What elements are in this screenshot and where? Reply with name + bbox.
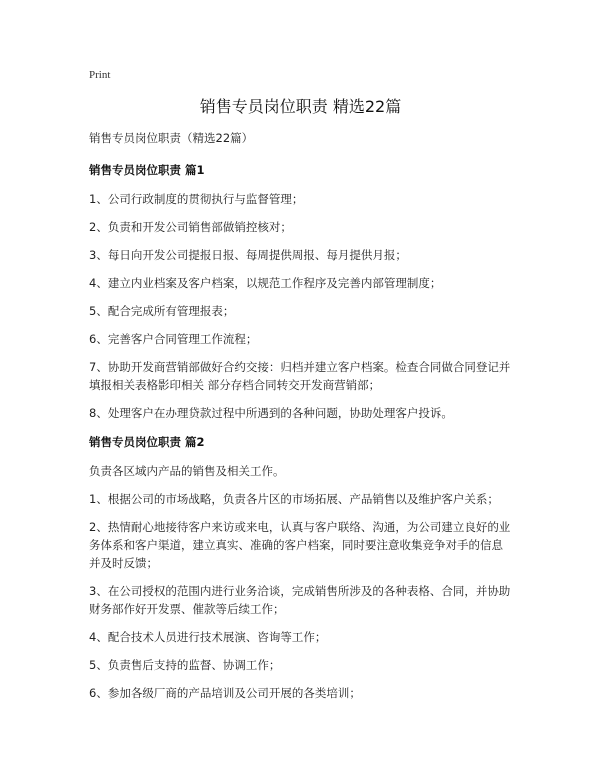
paragraph: 1、根据公司的市场战略，负责各片区的市场拓展、产品销售以及维护客户关系； — [89, 492, 499, 506]
paragraph: 2、负责和开发公司销售部做销控核对； — [89, 220, 292, 234]
paragraph: 7、协助开发商营销部做好合约交接：归档并建立客户档案。检查合同做合同登记并填报相关表格影印相关 部分存档合同转交开发商营销部； — [89, 360, 511, 392]
paragraph: 3、在公司授权的范围内进行业务洽谈，完成销售所涉及的各种表格、合同，并协助财务部作好开发票、催款等后续工作； — [89, 584, 511, 616]
paragraph: 6、参加各级厂商的产品培训及公司开展的各类培训； — [89, 686, 361, 700]
section-heading: 销售专员岗位职责 篇2 — [89, 435, 205, 449]
print-label: Print — [89, 69, 111, 81]
paragraph: 负责各区域内产品的销售及相关工作。 — [89, 464, 285, 478]
paragraph: 5、负责售后支持的监督、协调工作； — [89, 658, 281, 672]
paragraph: 8、处理客户在办理贷款过程中所遇到的各种问题，协助处理客户投诉。 — [89, 406, 453, 420]
document-subtitle: 销售专员岗位职责（精选22篇） — [89, 131, 254, 145]
section-2 — [89, 434, 512, 702]
paragraph: 5、配合完成所有管理报表； — [89, 304, 235, 318]
paragraph: 1、公司行政制度的贯彻执行与监督管理； — [89, 192, 304, 206]
section-1 — [89, 162, 512, 422]
page-title: 销售专员岗位职责 精选22篇 — [199, 97, 402, 116]
paragraph: 3、每日向开发公司提报日报、每周提供周报、每月提供月报； — [89, 248, 407, 262]
section-heading: 销售专员岗位职责 篇1 — [89, 163, 205, 177]
paragraph: 2、热情耐心地接待客户来访或来电，认真与客户联络、沟通，为公司建立良好的业务体系和客户渠道，建立真实、准确的客户档案，同时要注意收集竞争对手的信息并及时反馈； — [89, 520, 511, 570]
paragraph: 6、完善客户合同管理工作流程； — [89, 332, 258, 346]
paragraph: 4、配合技术人员进行技术展演、咨询等工作； — [89, 630, 327, 644]
paragraph: 4、建立内业档案及客户档案，以规范工作程序及完善内部管理制度； — [89, 276, 442, 290]
